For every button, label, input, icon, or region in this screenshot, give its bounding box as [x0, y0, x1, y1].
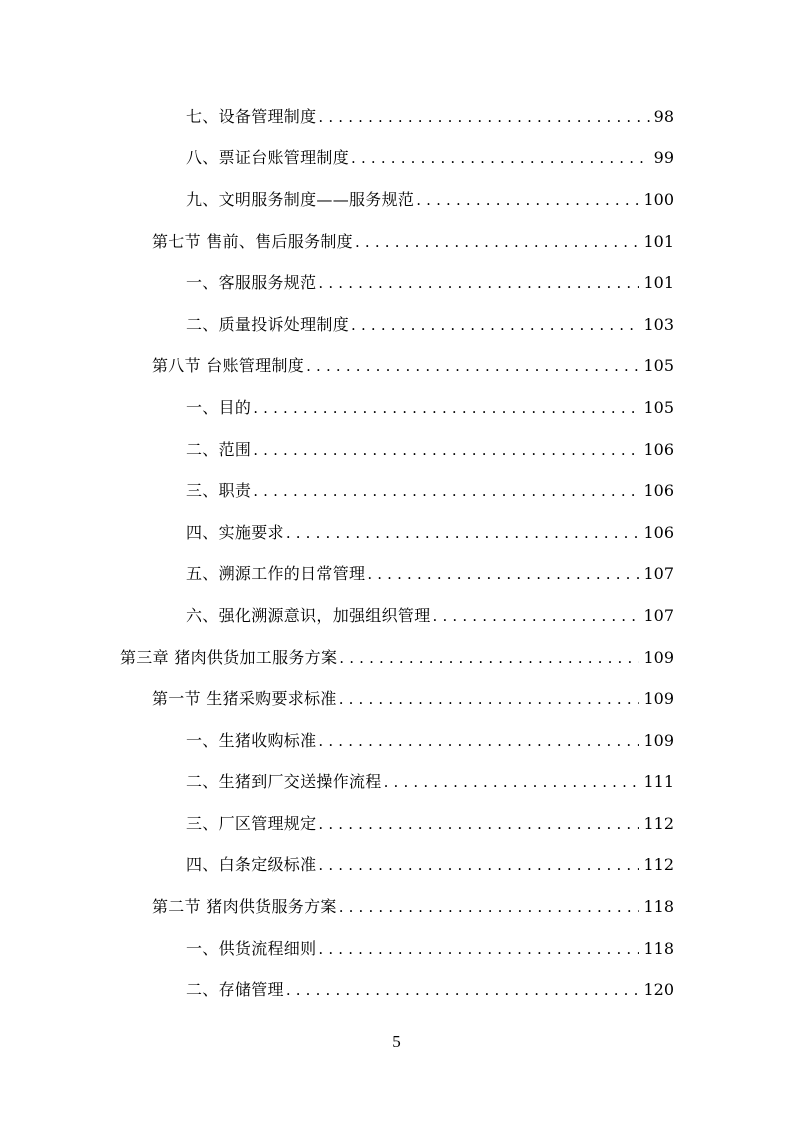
- toc-entry[interactable]: [0, 928, 793, 970]
- toc-entry[interactable]: [0, 969, 793, 1011]
- toc-entry-page-number: 100: [643, 189, 674, 209]
- dot-leader: [384, 772, 640, 792]
- toc-entry[interactable]: [0, 470, 793, 512]
- toc-entry-title: 九、文明服务制度——服务规范: [186, 189, 415, 209]
- toc-entry[interactable]: [0, 387, 793, 429]
- toc-entry-title: 第三章 猪肉供货加工服务方案: [120, 647, 338, 667]
- toc-entry-title: 二、生猪到厂交送操作流程: [186, 772, 382, 792]
- toc-entry[interactable]: [0, 138, 793, 180]
- toc-entry-title: 二、范围: [186, 439, 252, 459]
- toc-entry-title: 第七节 售前、售后服务制度: [152, 231, 353, 251]
- toc-entry[interactable]: [0, 762, 793, 804]
- toc-entry-page-number: 109: [643, 730, 674, 750]
- toc-entry-title: 一、目的: [186, 397, 252, 417]
- toc-entry-page-number: 105: [643, 397, 674, 417]
- toc-entry-page-number: 120: [643, 980, 674, 1000]
- toc-entry-title: 七、设备管理制度: [186, 106, 317, 126]
- dot-leader: [318, 731, 639, 751]
- toc-entry[interactable]: [0, 304, 793, 346]
- toc-entry[interactable]: [0, 637, 793, 679]
- toc-entry[interactable]: [0, 595, 793, 637]
- toc-entry[interactable]: [0, 96, 793, 138]
- toc-entry-page-number: 109: [643, 689, 674, 709]
- toc-entry-title: 第一节 生猪采购要求标准: [152, 689, 337, 709]
- toc-entry-page-number: 107: [643, 564, 674, 584]
- toc-entry[interactable]: [0, 678, 793, 720]
- toc-entry-title: 五、溯源工作的日常管理: [186, 564, 366, 584]
- toc-entry-title: 第八节 台账管理制度: [152, 356, 305, 376]
- dot-leader: [339, 689, 640, 709]
- toc-entry[interactable]: [0, 720, 793, 762]
- toc-entry-page-number: 99: [653, 148, 674, 168]
- toc-entry-page-number: 98: [653, 106, 674, 126]
- toc-entry-title: 一、供货流程细则: [186, 938, 317, 958]
- toc-entry-title: 四、白条定级标准: [186, 855, 317, 875]
- toc-entry-page-number: 101: [643, 231, 674, 251]
- dot-leader: [286, 980, 640, 1000]
- dot-leader: [306, 356, 639, 376]
- dot-leader: [318, 939, 639, 959]
- page-number: 5: [392, 1032, 401, 1051]
- dot-leader: [318, 107, 649, 127]
- toc-entry-page-number: 118: [643, 897, 674, 917]
- toc-entry-page-number: 106: [643, 481, 674, 501]
- toc-entry-page-number: 106: [643, 439, 674, 459]
- toc-entry-title: 四、实施要求: [186, 522, 284, 542]
- toc-entry-page-number: 103: [643, 314, 674, 334]
- dot-leader: [355, 232, 639, 252]
- dot-leader: [253, 481, 639, 501]
- toc-entry-title: 一、生猪收购标准: [186, 730, 317, 750]
- toc-entry-title: 八、票证台账管理制度: [186, 148, 350, 168]
- toc-entry-page-number: 105: [643, 356, 674, 376]
- dot-leader: [318, 855, 639, 875]
- toc-entry[interactable]: [0, 179, 793, 221]
- toc-entry[interactable]: [0, 429, 793, 471]
- dot-leader: [339, 897, 640, 917]
- toc-entry-page-number: 112: [643, 813, 674, 833]
- toc-entry-title: 二、存储管理: [186, 980, 284, 1000]
- toc-entry-page-number: 107: [643, 605, 674, 625]
- toc-entry-title: 三、职责: [186, 481, 252, 501]
- toc-entry-page-number: 111: [643, 772, 674, 792]
- toc-entry-title: 二、质量投诉处理制度: [186, 314, 350, 334]
- dot-leader: [351, 148, 650, 168]
- toc-entry[interactable]: [0, 262, 793, 304]
- dot-leader: [253, 398, 639, 418]
- dot-leader: [367, 564, 639, 584]
- dot-leader: [351, 315, 639, 335]
- dot-leader: [416, 190, 639, 210]
- dot-leader: [433, 606, 640, 626]
- toc-entry-title: 一、客服服务规范: [186, 273, 317, 293]
- toc-entry-page-number: 101: [643, 273, 674, 293]
- toc-entry[interactable]: [0, 221, 793, 263]
- toc-entry[interactable]: [0, 886, 793, 928]
- dot-leader: [253, 440, 639, 460]
- toc-entry-page-number: 106: [643, 522, 674, 542]
- toc-entry-title: 第二节 猪肉供货服务方案: [152, 897, 337, 917]
- toc-entry[interactable]: [0, 512, 793, 554]
- table-of-contents: [0, 96, 793, 1011]
- toc-entry-page-number: 118: [643, 938, 674, 958]
- toc-entry-title: 三、厂区管理规定: [186, 813, 317, 833]
- toc-entry-title: 六、强化溯源意识，加强组织管理: [186, 605, 431, 625]
- dot-leader: [339, 648, 639, 668]
- toc-entry-page-number: 112: [643, 855, 674, 875]
- toc-entry[interactable]: [0, 554, 793, 596]
- dot-leader: [318, 273, 639, 293]
- toc-entry[interactable]: [0, 845, 793, 887]
- dot-leader: [318, 814, 639, 834]
- toc-entry-page-number: 109: [643, 647, 674, 667]
- dot-leader: [286, 523, 640, 543]
- toc-entry[interactable]: [0, 803, 793, 845]
- toc-entry[interactable]: [0, 346, 793, 388]
